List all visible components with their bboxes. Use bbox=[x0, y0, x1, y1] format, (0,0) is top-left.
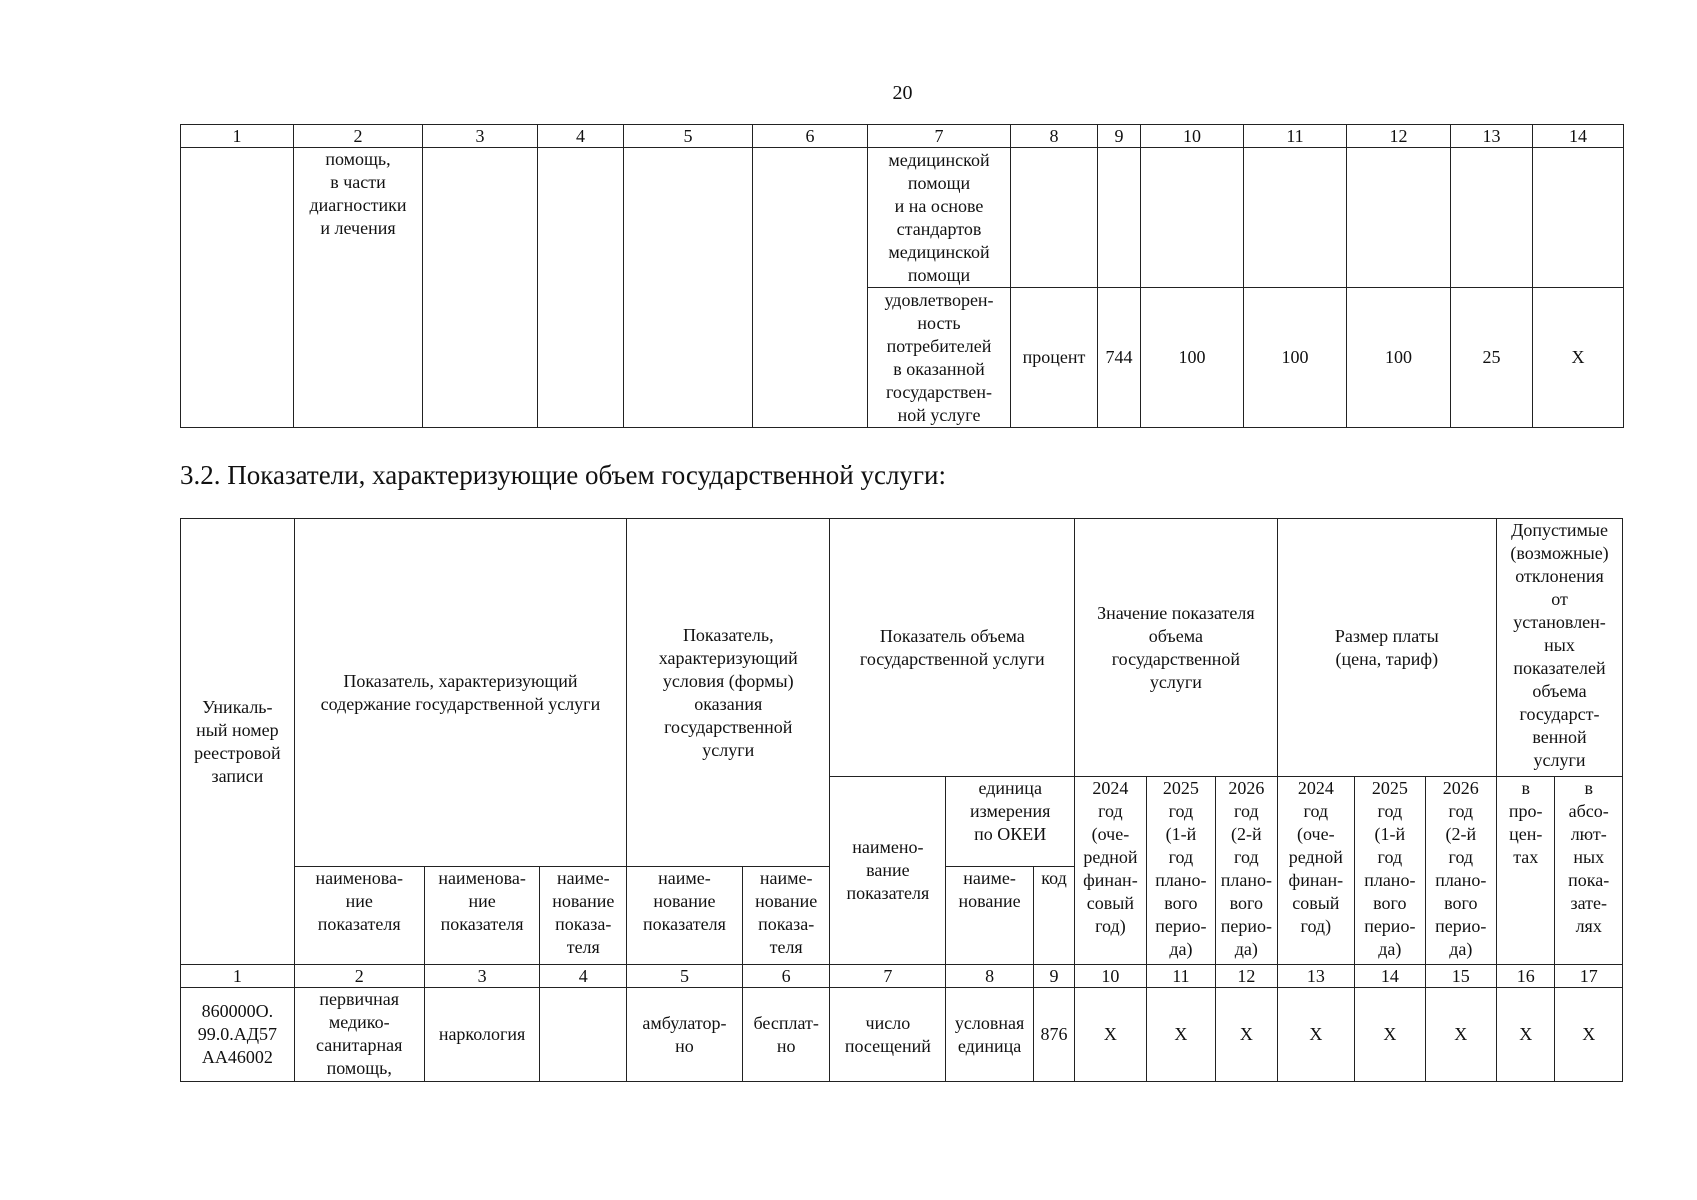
section-heading: 3.2. Показатели, характеризующие объем государственной услуги: bbox=[180, 460, 946, 490]
unique-number-header: Уникаль- ный номер реестровой записи bbox=[181, 519, 295, 965]
table-cell: наркология bbox=[424, 988, 540, 1082]
unit-name-header: наиме- нование bbox=[946, 867, 1034, 965]
registry-number-cell: 860000О. 99.0.АД57 АА46002 bbox=[181, 988, 295, 1082]
table-cell bbox=[538, 148, 624, 428]
column-number: 13 bbox=[1451, 125, 1533, 148]
column-number: 14 bbox=[1355, 965, 1425, 988]
column-number: 13 bbox=[1277, 965, 1355, 988]
column-number: 10 bbox=[1141, 125, 1244, 148]
column-number: 1 bbox=[181, 125, 294, 148]
column-number: 4 bbox=[538, 125, 624, 148]
column-number: 7 bbox=[830, 965, 946, 988]
year-2025-value-header: 2025 год (1-й год плано- вого перио- да) bbox=[1146, 777, 1215, 965]
table-cell bbox=[423, 148, 538, 428]
table-cell: X bbox=[1277, 988, 1355, 1082]
column-number: 9 bbox=[1098, 125, 1141, 148]
column-number: 2 bbox=[294, 125, 423, 148]
table-cell bbox=[1533, 148, 1624, 288]
value-cell: 100 bbox=[1244, 288, 1347, 428]
deviation-absolute-cell: X bbox=[1533, 288, 1624, 428]
column-number: 12 bbox=[1216, 965, 1277, 988]
column-number: 3 bbox=[423, 125, 538, 148]
column-number: 5 bbox=[627, 965, 743, 988]
table-cell: X bbox=[1425, 988, 1496, 1082]
indicator-name-header: наименова- ние показателя bbox=[424, 867, 540, 965]
content-indicator-header: Показатель, характеризующий содержание государственной услуги bbox=[294, 519, 626, 867]
table-cell bbox=[1347, 148, 1451, 288]
unit-name-cell: процент bbox=[1011, 288, 1098, 428]
column-number: 10 bbox=[1075, 965, 1146, 988]
column-number: 12 bbox=[1347, 125, 1451, 148]
column-number-row bbox=[181, 125, 1624, 148]
deviation-absolute-header: в абсо- лют- ных пока- зате- лях bbox=[1555, 777, 1623, 965]
column-number: 11 bbox=[1146, 965, 1215, 988]
table-cell: X bbox=[1555, 988, 1623, 1082]
column-number: 7 bbox=[868, 125, 1011, 148]
column-number: 8 bbox=[1011, 125, 1098, 148]
table-cell bbox=[624, 148, 753, 428]
column-number: 3 bbox=[424, 965, 540, 988]
header-row-1 bbox=[181, 519, 1623, 777]
volume-indicators-table bbox=[180, 518, 1623, 1082]
service-content-cell: помощь, в части диагностики и лечения bbox=[294, 148, 423, 428]
table-cell bbox=[1141, 148, 1244, 288]
year-2024-fee-header: 2024 год (оче- редной финан- совый год) bbox=[1277, 777, 1355, 965]
table-cell: X bbox=[1216, 988, 1277, 1082]
indicator-name-header: наиме- нование показа- теля bbox=[742, 867, 830, 965]
year-2025-fee-header: 2025 год (1-й год плано- вого перио- да) bbox=[1355, 777, 1425, 965]
volume-indicator-header: Показатель объема государственной услуги bbox=[830, 519, 1075, 777]
value-cell: 100 bbox=[1347, 288, 1451, 428]
table-cell bbox=[1451, 148, 1533, 288]
column-number: 8 bbox=[946, 965, 1034, 988]
table-cell: бесплат- но bbox=[742, 988, 830, 1082]
unit-code-cell: 744 bbox=[1098, 288, 1141, 428]
table-cell: X bbox=[1075, 988, 1146, 1082]
indicator-name-header: наименова- ние показателя bbox=[294, 867, 424, 965]
table-row bbox=[181, 988, 1623, 1082]
table-cell: X bbox=[1355, 988, 1425, 1082]
year-2026-value-header: 2026 год (2-й год плано- вого перио- да) bbox=[1216, 777, 1277, 965]
table-cell: условная единица bbox=[946, 988, 1034, 1082]
table-cell bbox=[753, 148, 868, 428]
column-number: 11 bbox=[1244, 125, 1347, 148]
page-number: 20 bbox=[892, 82, 913, 104]
column-number: 1 bbox=[181, 965, 295, 988]
conditions-indicator-header: Показатель, характеризующий условия (формы) оказания государственной услуги bbox=[627, 519, 830, 867]
table-cell bbox=[1244, 148, 1347, 288]
table-cell: X bbox=[1497, 988, 1555, 1082]
table-cell: 876 bbox=[1033, 988, 1074, 1082]
column-number: 2 bbox=[294, 965, 424, 988]
table-row bbox=[181, 148, 1624, 288]
value-cell: 100 bbox=[1141, 288, 1244, 428]
table-cell bbox=[1098, 148, 1141, 288]
volume-value-header: Значение показателя объема государственной услуги bbox=[1075, 519, 1277, 777]
deviation-percent-header: в про- цен- тах bbox=[1497, 777, 1555, 965]
indicator-name-header: наиме- нование показа- теля bbox=[540, 867, 627, 965]
table-cell bbox=[1011, 148, 1098, 288]
indicator-name-cell: медицинской помощи и на основе стандартов медицинской помощи bbox=[868, 148, 1011, 288]
year-2026-fee-header: 2026 год (2-й год плано- вого перио- да) bbox=[1425, 777, 1496, 965]
unit-code-header: код bbox=[1033, 867, 1074, 965]
unit-okei-header: единица измерения по ОКЕИ bbox=[946, 777, 1075, 867]
column-number: 15 bbox=[1425, 965, 1496, 988]
column-number: 6 bbox=[742, 965, 830, 988]
column-number: 9 bbox=[1033, 965, 1074, 988]
column-number: 17 bbox=[1555, 965, 1623, 988]
fee-header: Размер платы (цена, тариф) bbox=[1277, 519, 1497, 777]
volume-name-header: наимено- вание показателя bbox=[830, 777, 946, 965]
deviation-percent-cell: 25 bbox=[1451, 288, 1533, 428]
column-number-row bbox=[181, 965, 1623, 988]
deviations-header: Допустимые (возможные) отклонения от установлен- ных показателей объема государст- венной услуги bbox=[1497, 519, 1623, 777]
column-number: 16 bbox=[1497, 965, 1555, 988]
column-number: 5 bbox=[624, 125, 753, 148]
column-number: 4 bbox=[540, 965, 627, 988]
table-cell: первичная медико- санитарная помощь, bbox=[294, 988, 424, 1082]
table-cell bbox=[181, 148, 294, 428]
column-number: 14 bbox=[1533, 125, 1624, 148]
table-cell bbox=[540, 988, 627, 1082]
table-cell: X bbox=[1146, 988, 1215, 1082]
indicator-name-cell: удовлетворен- ность потребителей в оказанной государствен- ной услуге bbox=[868, 288, 1011, 428]
quality-indicators-table-continued bbox=[180, 124, 1624, 428]
table-cell: число посещений bbox=[830, 988, 946, 1082]
column-number: 6 bbox=[753, 125, 868, 148]
table-cell: амбулатор- но bbox=[627, 988, 743, 1082]
indicator-name-header: наиме- нование показателя bbox=[627, 867, 743, 965]
year-2024-value-header: 2024 год (оче- редной финан- совый год) bbox=[1075, 777, 1146, 965]
